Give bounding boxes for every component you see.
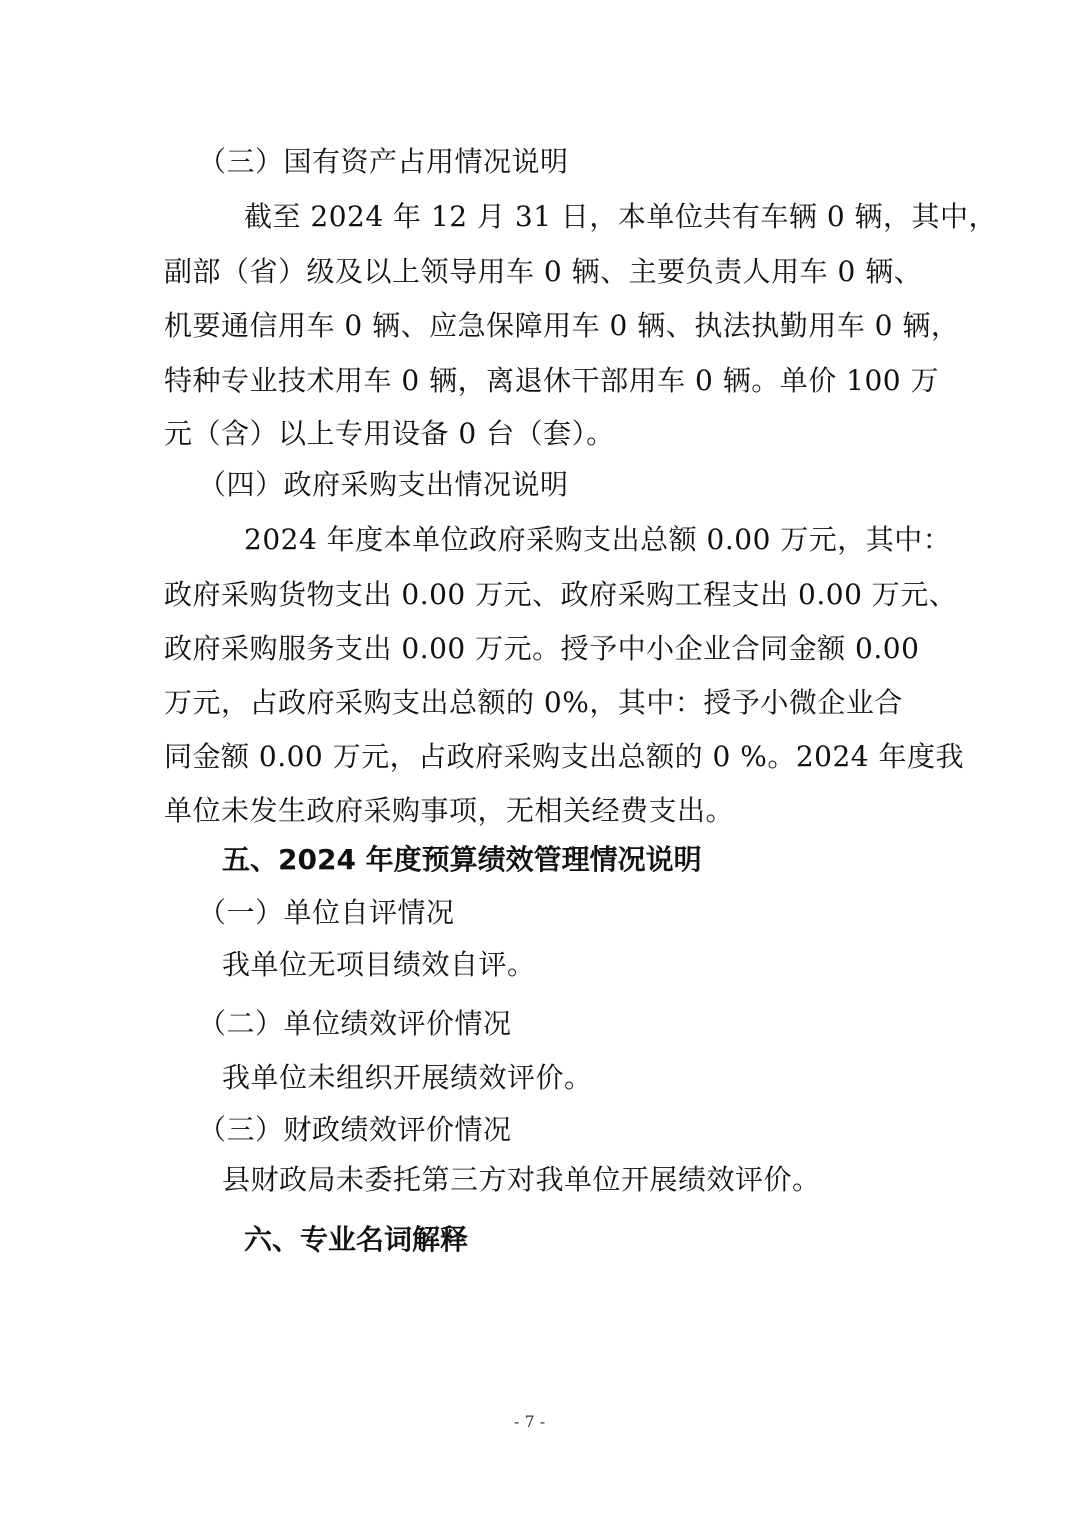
assets-paragraph-line-3: 机要通信用车 0 辆、应急保障用车 0 辆、执法执勤用车 0 辆， xyxy=(164,309,960,342)
assets-paragraph-line-2: 副部（省）级及以上领导用车 0 辆、主要负责人用车 0 辆、 xyxy=(164,255,923,288)
procurement-paragraph-line-6: 单位未发生政府采购事项，无相关经费支出。 xyxy=(164,794,735,827)
procurement-paragraph-line-1: 2024 年度本单位政府采购支出总额 0.00 万元，其中： xyxy=(244,523,952,556)
self-eval-subheading: （一）单位自评情况 xyxy=(198,896,455,929)
page-number: - 7 - xyxy=(514,1412,546,1431)
assets-paragraph-line-4: 特种专业技术用车 0 辆，离退休干部用车 0 辆。单价 100 万 xyxy=(164,364,939,397)
terms-heading: 六、专业名词解释 xyxy=(244,1223,469,1256)
unit-eval-subheading: （二）单位绩效评价情况 xyxy=(198,1007,512,1040)
assets-subheading: （三）国有资产占用情况说明 xyxy=(198,145,569,178)
procurement-paragraph-line-3: 政府采购服务支出 0.00 万元。授予中小企业合同金额 0.00 xyxy=(164,632,920,665)
assets-paragraph-line-5: 元（含）以上专用设备 0 台（套）。 xyxy=(164,417,615,450)
procurement-paragraph-line-4: 万元，占政府采购支出总额的 0%，其中：授予小微企业合 xyxy=(164,686,903,719)
procurement-paragraph-line-5: 同金额 0.00 万元，占政府采购支出总额的 0 %。2024 年度我 xyxy=(164,740,965,773)
unit-eval-text: 我单位未组织开展绩效评价。 xyxy=(222,1061,593,1094)
finance-eval-subheading: （三）财政绩效评价情况 xyxy=(198,1113,512,1146)
performance-heading: 五、2024 年度预算绩效管理情况说明 xyxy=(222,843,702,876)
finance-eval-text: 县财政局未委托第三方对我单位开展绩效评价。 xyxy=(222,1163,821,1196)
procurement-paragraph-line-2: 政府采购货物支出 0.00 万元、政府采购工程支出 0.00 万元、 xyxy=(164,578,958,611)
assets-paragraph-line-1: 截至 2024 年 12 月 31 日，本单位共有车辆 0 辆，其中， xyxy=(244,200,998,233)
procurement-subheading: （四）政府采购支出情况说明 xyxy=(198,468,569,501)
self-eval-text: 我单位无项目绩效自评。 xyxy=(222,948,536,981)
